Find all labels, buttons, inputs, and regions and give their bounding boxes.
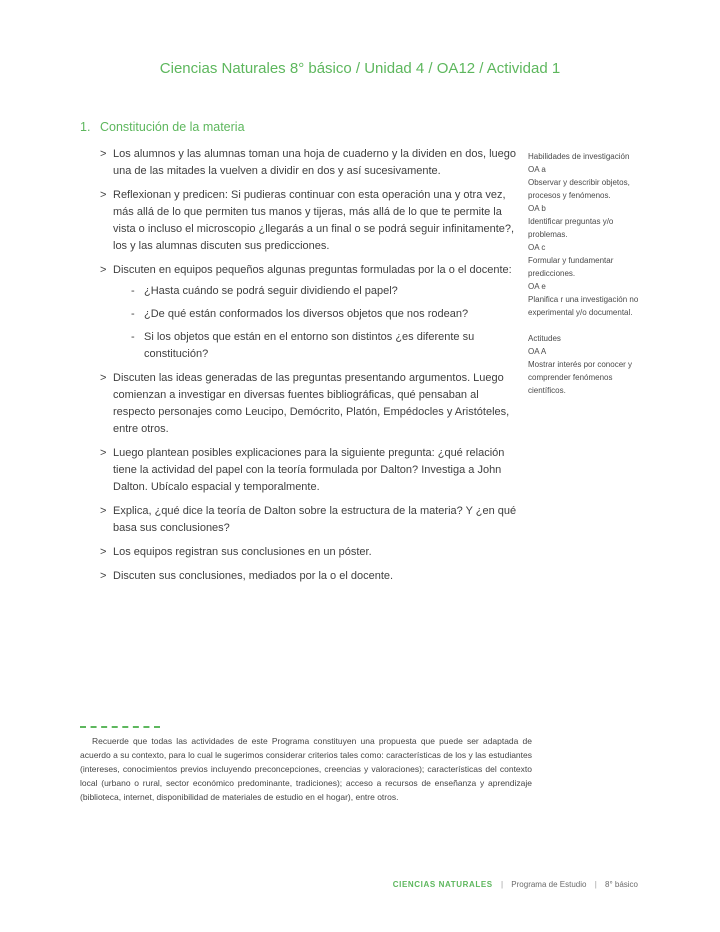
section-number: 1. <box>80 120 91 134</box>
footnote-divider <box>80 726 160 728</box>
dash-marker: - <box>131 308 135 320</box>
bullet-marker: > <box>100 148 107 160</box>
activity-step <box>100 544 520 561</box>
bullet-marker: > <box>100 570 107 582</box>
oa-code: OA c <box>528 243 546 252</box>
footer-separator: | <box>500 880 504 889</box>
page-title: Ciencias Naturales 8° básico / Unidad 4 / OA12 / Actividad 1 <box>159 60 561 77</box>
step-text: Los equipos registran sus conclusiones en un póster. <box>113 546 372 558</box>
section-heading <box>80 120 245 134</box>
margin-notes-sidebar <box>528 150 640 410</box>
activity-step <box>100 187 520 255</box>
activity-step <box>100 262 520 363</box>
step-text: Reflexionan y predicen: Si pudieras continuar con esta operación una y otra vez, más allá de lo que permiten tus manos y tijeras, más allá de lo que te permite la vista o incluso el microscopio ¿llegarás a un final o se podrá seguir infinitamente?, los y las alumnas discuten sus predicciones. <box>113 189 515 252</box>
bullet-marker: > <box>100 505 107 517</box>
oa-text: Mostrar interés por conocer y comprender fenómenos científicos. <box>528 360 633 395</box>
sidebar-heading: Actitudes <box>528 334 561 343</box>
oa-text: Observar y describir objetos, procesos y fenómenos. <box>528 178 630 200</box>
activity-step <box>100 146 520 180</box>
step-text: Los alumnos y las alumnas toman una hoja de cuaderno y la dividen en dos, luego una de las mitades la vuelven a dividir en dos y así sucesivamente. <box>113 148 516 177</box>
footer-separator: | <box>594 880 597 889</box>
activity-step <box>100 568 520 585</box>
oa-code: OA e <box>528 282 546 291</box>
oa-code: OA b <box>528 204 546 213</box>
oa-text: Planifica r una investigación no experimental y/o documental. <box>528 295 639 317</box>
question-sub-list <box>113 283 520 363</box>
oa-code: OA a <box>528 165 546 174</box>
step-text: Discuten las ideas generadas de las preguntas presentando argumentos. Luego comienzan a investigar en diversas fuentes bibliográficas, qué pensaban al respecto personajes como Leucipo, Demócrito, Platón, Empédocles y Aristóteles, entre otros. <box>113 372 510 435</box>
question-item <box>131 283 520 300</box>
activity-step <box>100 445 520 496</box>
bullet-marker: > <box>100 546 107 558</box>
step-text: Discuten sus conclusiones, mediados por la o el docente. <box>113 570 394 582</box>
oa-text: Formular y fundamentar predicciones. <box>528 256 614 278</box>
footnote <box>80 726 532 804</box>
footnote-text: Recuerde que todas las actividades de este Programa constituyen una propuesta que puede ser adaptada de acuerdo a su contexto, para lo cual le sugerimos considerar criterios tales como: características de los y las estudiantes (intereses, conocimientos previos incluyendo preconcepciones, creencias y valoraciones); características del contexto local (urbano o rural, sector económico predominante, tradiciones); acceso a recursos de enseñanza y aprendizaje (biblioteca, internet, disponibilidad de materiales de estudio en el hogar), entre otros. <box>80 736 532 802</box>
footer-program: Programa de Estudio <box>511 880 587 889</box>
dash-marker: - <box>131 331 135 343</box>
dash-marker: - <box>131 285 135 297</box>
sidebar-heading: Habilidades de investigación <box>528 152 630 161</box>
activity-step-list <box>100 146 520 592</box>
footer-brand: CIENCIAS NATURALES <box>392 880 493 889</box>
bullet-marker: > <box>100 189 107 201</box>
bullet-marker: > <box>100 264 107 276</box>
step-text: Explica, ¿qué dice la teoría de Dalton sobre la estructura de la materia? Y ¿en qué basa sus conclusiones? <box>113 505 517 534</box>
question-item <box>131 306 520 323</box>
step-text: Luego plantean posibles explicaciones para la siguiente pregunta: ¿qué relación tiene la actividad del papel con la teoría formulada por Dalton? Investiga a John Dalton. Ubícalo espacial y temporalmente. <box>113 447 505 493</box>
bullet-marker: > <box>100 372 107 384</box>
question-text: ¿De qué están conformados los diversos objetos que nos rodean? <box>144 308 469 320</box>
oa-code: OA A <box>528 347 547 356</box>
sidebar-section-actitudes <box>528 332 640 397</box>
question-item <box>131 329 520 363</box>
step-text: Discuten en equipos pequeños algunas preguntas formuladas por la o el docente: <box>113 264 512 276</box>
question-text: Si los objetos que están en el entorno son distintos ¿es diferente su constitución? <box>144 331 475 360</box>
section-title: Constitución de la materia <box>100 120 245 134</box>
activity-step <box>100 370 520 438</box>
oa-text: Identificar preguntas y/o problemas. <box>528 217 614 239</box>
bullet-marker: > <box>100 447 107 459</box>
footer-grade: 8° básico <box>605 880 638 889</box>
activity-step <box>100 503 520 537</box>
page-footer <box>0 880 638 889</box>
sidebar-section-habilidades <box>528 150 640 319</box>
question-text: ¿Hasta cuándo se podrá seguir dividiendo el papel? <box>144 285 398 297</box>
